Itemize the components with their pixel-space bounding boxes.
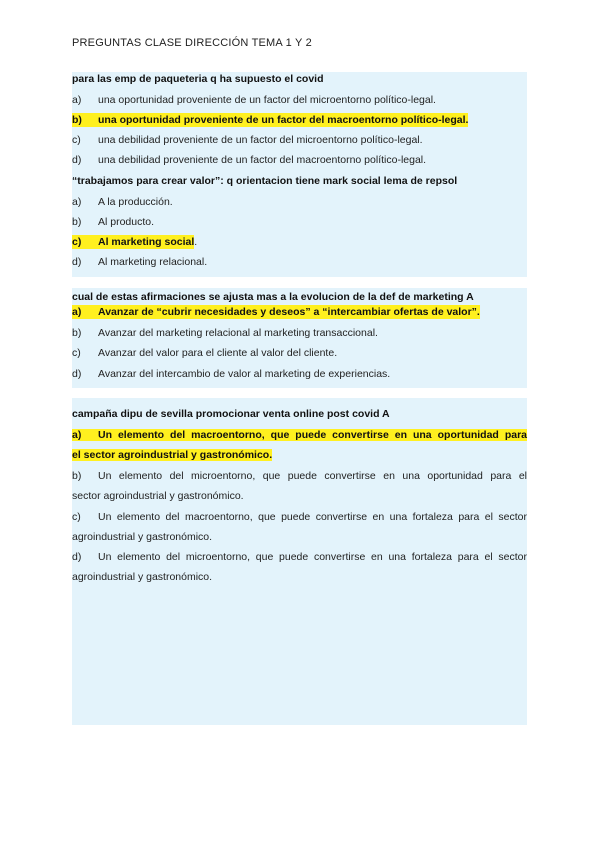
question-4-text: campaña dipu de sevilla promocionar venta online post covid A: [72, 408, 390, 420]
question-2-option-b: b) Al producto.: [72, 216, 155, 228]
question-2-text: “trabajamos para crear valor”: q orientacion tiene mark social lema de repsol: [72, 175, 458, 187]
question-4-option-d-line-2: agroindustrial y gastronómico.: [72, 571, 213, 583]
question-4-option-a-line-2: el sector agroindustrial y gastronómico.: [72, 449, 273, 461]
question-3-option-d: d) Avanzar del intercambio de valor al marketing de experiencias.: [72, 368, 391, 380]
question-4-option-b-line-1: b) Un elemento del microentorno, que puede convertirse en una oportunidad para el: [72, 470, 527, 482]
question-1-text: para las emp de paqueteria q ha supuesto el covid: [72, 73, 324, 85]
question-4-option-c-line-1: c) Un elemento del macroentorno, que puede convertirse en una fortaleza para el sector: [72, 511, 527, 523]
question-2-option-a: a) A la producción.: [72, 196, 173, 208]
page-title: PREGUNTAS CLASE DIRECCIÓN TEMA 1 Y 2: [72, 37, 312, 49]
question-3-option-a: a) Avanzar de “cubrir necesidades y deseos” a “intercambiar ofertas de valor”.: [72, 306, 480, 318]
question-3-text: cual de estas afirmaciones se ajusta mas a la evolucion de la def de marketing A: [72, 291, 474, 303]
question-1-option-c: c) una debilidad proveniente de un factor del microentorno político-legal.: [72, 134, 423, 146]
question-4-option-a-line-1: a) Un elemento del macroentorno, que puede convertirse en una oportunidad para: [72, 429, 527, 441]
question-2-option-d: d) Al marketing relacional.: [72, 256, 208, 268]
question-4-option-d-line-1: d) Un elemento del microentorno, que puede convertirse en una fortaleza para el sector: [72, 551, 527, 563]
question-2-option-c: c) Al marketing social.: [72, 236, 198, 248]
question-3-option-b: b) Avanzar del marketing relacional al marketing transaccional.: [72, 327, 378, 339]
question-1-option-a: a) una oportunidad proveniente de un factor del microentorno político-legal.: [72, 94, 436, 106]
question-4-option-b-line-2: sector agroindustrial y gastronómico.: [72, 490, 244, 502]
question-1-option-d: d) una debilidad proveniente de un factor del macroentorno político-legal.: [72, 154, 427, 166]
question-4-option-c-line-2: agroindustrial y gastronómico.: [72, 531, 213, 543]
question-1-option-b: b) una oportunidad proveniente de un factor del macroentorno político-legal.: [72, 114, 469, 126]
question-3-option-c: c) Avanzar del valor para el cliente al valor del cliente.: [72, 347, 338, 359]
